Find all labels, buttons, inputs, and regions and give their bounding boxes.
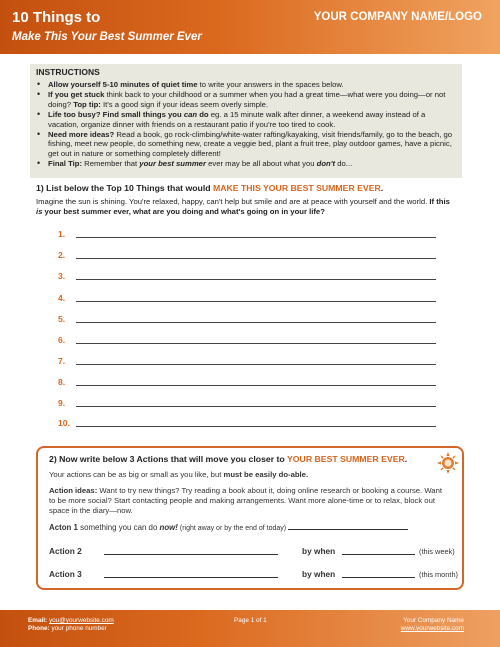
answer-rule[interactable] — [76, 279, 436, 280]
footer-phone-label: Phone: — [28, 625, 50, 632]
answer-number: 2. — [58, 250, 66, 260]
instruction-bold: do — [197, 110, 209, 120]
instruction-italic: don't — [316, 159, 336, 169]
footer-company — [401, 617, 464, 633]
instruction-bold: Final Tip: — [48, 159, 83, 169]
section2-heading-highlight: YOUR BEST SUMMER EVER — [287, 454, 405, 464]
answer-rule[interactable] — [76, 258, 436, 259]
answer-line-9[interactable] — [58, 394, 436, 408]
section2-heading-suffix: . — [404, 454, 408, 464]
action-3-field[interactable] — [104, 577, 278, 578]
answer-rule[interactable] — [76, 426, 436, 427]
answer-rule[interactable] — [76, 343, 436, 344]
instruction-italic: your best summer — [139, 159, 206, 169]
actions-intro-bold: must be easily do-able. — [223, 470, 309, 479]
actions-intro — [49, 470, 449, 480]
action-1-note: (right away or by the end of today) — [177, 525, 289, 532]
instruction-bold: If you get stuck — [48, 90, 105, 100]
actions-intro-text: Your actions can be as big or small as you like, but — [49, 470, 224, 479]
company-logo-text: YOUR COMPANY NAME/LOGO — [313, 11, 482, 23]
action-ideas-text: Want to try new things? Try reading a book about it, doing online research or booking a course. Want to be more social? Start contacting people and making arrangements. Want more alone-time or to relax, block out space in the diary—now. — [49, 486, 442, 515]
answer-number: 6. — [58, 335, 66, 345]
instruction-text: It's a good sign if your ideas seem overly simple. — [100, 99, 269, 109]
action-3-row — [49, 567, 459, 579]
answer-line-10[interactable] — [58, 414, 436, 428]
instruction-text: to write your answers in the spaces below. — [197, 80, 344, 89]
instruction-text: ever may be all about what you — [205, 159, 317, 169]
answer-line-3[interactable] — [58, 267, 436, 281]
footer-phone-row — [28, 625, 114, 633]
answer-rule[interactable] — [76, 237, 436, 238]
answer-number: 9. — [58, 398, 66, 408]
instruction-bold: Top tip: — [73, 99, 101, 109]
answer-line-7[interactable] — [58, 352, 436, 366]
footer-email-label: Email: — [28, 617, 48, 624]
actions-box — [36, 446, 464, 590]
answer-number: 3. — [58, 271, 66, 281]
answer-line-5[interactable] — [58, 310, 436, 324]
instruction-item — [36, 110, 456, 129]
action-ideas-label: Action ideas: — [49, 486, 98, 495]
answer-rule[interactable] — [76, 406, 436, 407]
instruction-text: Remember that — [82, 159, 140, 169]
section1-question: your best summer ever, what are you doing and what's going on in your life? — [42, 207, 325, 216]
action-1-field[interactable] — [288, 522, 408, 530]
footer-contact — [28, 617, 114, 633]
action-2-field[interactable] — [104, 554, 278, 555]
section1-heading-suffix: . — [380, 183, 384, 193]
page-footer — [0, 610, 500, 647]
answer-line-4[interactable] — [58, 289, 436, 303]
footer-phone: your phone number — [51, 625, 107, 632]
page-header — [0, 0, 500, 54]
instructions-box — [30, 64, 462, 178]
action-3-timeframe: (this month) — [419, 570, 459, 579]
section1-heading-highlight: MAKE THIS YOUR BEST SUMMER EVER — [212, 183, 381, 193]
page-number: Page 1 of 1 — [234, 617, 267, 624]
answer-number: 7. — [58, 356, 66, 366]
answer-line-6[interactable] — [58, 331, 436, 345]
answer-number: 1. — [58, 229, 66, 239]
answer-number: 10. — [58, 418, 70, 428]
section2-heading-text: 2) Now write below 3 Actions that will move you closer to — [49, 454, 287, 464]
instruction-text: do... — [335, 159, 353, 169]
section1-description — [36, 197, 456, 217]
action-1-text: something you can do — [77, 523, 160, 532]
action-3-label: Action 3 — [49, 569, 82, 579]
section1-desc-text: Imagine the sun is shining. You're relaxed, happy, can't help but smile and are at peace with yourself and the world. — [36, 197, 428, 206]
instructions-list — [36, 80, 456, 169]
answer-rule[interactable] — [76, 385, 436, 386]
footer-company-name: Your Company Name — [403, 617, 464, 624]
action-2-by-when: by when — [302, 546, 336, 556]
footer-website-link[interactable]: www.yourwebsite.com — [400, 625, 464, 632]
instruction-item — [36, 159, 456, 168]
instruction-item — [36, 130, 456, 158]
section1-heading-text: 1) List below the Top 10 Things that would — [36, 183, 213, 193]
instruction-text: eg. a 15 minute walk after dinner, a weekend away instead of a vacation, organize dinner with friends on a restaurant patio if you're too tired to cook. — [48, 110, 426, 129]
action-2-timeframe: (this week) — [419, 547, 455, 556]
answer-number: 4. — [58, 293, 66, 303]
action-3-date-field[interactable] — [342, 577, 415, 578]
section1-heading — [36, 183, 383, 193]
action-2-label: Action 2 — [49, 546, 82, 556]
action-1-label: Acton 1 — [49, 523, 78, 532]
page-title: 10 Things to — [12, 9, 101, 26]
answer-line-8[interactable] — [58, 373, 436, 387]
footer-email-row — [28, 617, 114, 625]
action-1-row — [49, 522, 408, 532]
answer-rule[interactable] — [76, 322, 436, 323]
action-ideas — [49, 486, 449, 516]
action-3-by-when: by when — [302, 569, 336, 579]
answer-line-1[interactable] — [58, 225, 436, 239]
page-subtitle: Make This Your Best Summer Ever — [12, 31, 202, 43]
action-2-row — [49, 544, 459, 556]
answer-number: 8. — [58, 377, 66, 387]
section1-question: If this — [427, 197, 450, 206]
answer-line-2[interactable] — [58, 246, 436, 260]
answer-rule[interactable] — [76, 301, 436, 302]
instruction-item — [36, 80, 456, 89]
instruction-bold: Life too busy? Find small things you — [48, 110, 184, 120]
instruction-bold: Need more ideas? — [48, 130, 115, 140]
instruction-item — [36, 90, 456, 109]
answer-rule[interactable] — [76, 364, 436, 365]
instructions-heading: INSTRUCTIONS — [36, 67, 100, 77]
answer-number: 5. — [58, 314, 66, 324]
section1-question-italic: is — [36, 207, 43, 216]
instruction-bold-italic: can — [183, 110, 198, 120]
footer-email-link[interactable]: you@yourwebsite.com — [48, 617, 114, 624]
instruction-bold: Allow yourself 5-10 minutes of quiet time — [48, 80, 198, 89]
section2-heading — [49, 454, 407, 464]
action-2-date-field[interactable] — [342, 554, 415, 555]
action-1-now: now! — [159, 523, 178, 532]
instruction-text: Read a book, go rock-climbing/white-water rafting/kayaking, visit friends/family, go to the beach, go fishing, meet new people, do something new, create a veggie bed, plant a fruit tree, play outdoor games, have a picnic, get out in nature or something completely different! — [48, 130, 453, 158]
instruction-text: think back to your childhood or a summer when you had a great time—what were you doing—or not doing? — [48, 90, 446, 109]
